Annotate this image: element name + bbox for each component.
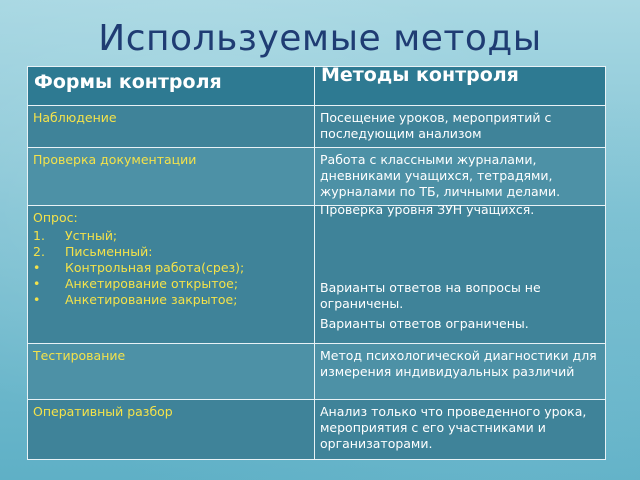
list-item: • Контрольная работа(срез);: [33, 260, 245, 275]
methods-table: [27, 66, 606, 460]
page-title: Используемые методы: [98, 18, 542, 59]
table-row: [28, 148, 606, 206]
method-cell: Анализ только что проведенного урока, мероприятия с его участниками и организаторами.: [315, 400, 606, 460]
method-text: Варианты ответов ограничены.: [320, 316, 529, 331]
method-cell: [315, 202, 606, 344]
form-cell: Оперативный разбор: [28, 400, 315, 460]
table-row: [28, 206, 606, 344]
list-item: • Анкетирование закрытое;: [33, 292, 238, 307]
form-cell: Проверка документации: [28, 148, 315, 206]
list-item: 2. Письменный:: [33, 244, 153, 259]
method-cell: Посещение уроков, мероприятий с последующим анализом: [315, 106, 606, 148]
header-forms: Формы контроля: [28, 67, 315, 106]
table-row: [28, 344, 606, 400]
header-methods: Методы контроля: [315, 67, 606, 106]
method-text: Варианты ответов на вопросы не ограничены.: [320, 280, 541, 311]
method-text: Проверка уровня ЗУН учащихся.: [320, 202, 535, 217]
list-item: • Анкетирование открытое;: [33, 276, 239, 291]
survey-label: Опрос:: [33, 210, 78, 225]
table-row: [28, 106, 606, 148]
table-row: [28, 400, 606, 460]
form-cell: [28, 206, 315, 344]
table-header-row: [28, 67, 606, 106]
survey-sublist: [33, 228, 309, 308]
form-cell: Наблюдение: [28, 106, 315, 148]
method-cell: Метод психологической диагностики для измерения индивидуальных различий: [315, 344, 606, 400]
list-item: 1. Устный;: [33, 228, 118, 243]
form-cell: Тестирование: [28, 344, 315, 400]
method-cell: Работа с классными журналами, дневниками учащихся, тетрадями, журналами по ТБ, личными делами.: [315, 148, 606, 206]
